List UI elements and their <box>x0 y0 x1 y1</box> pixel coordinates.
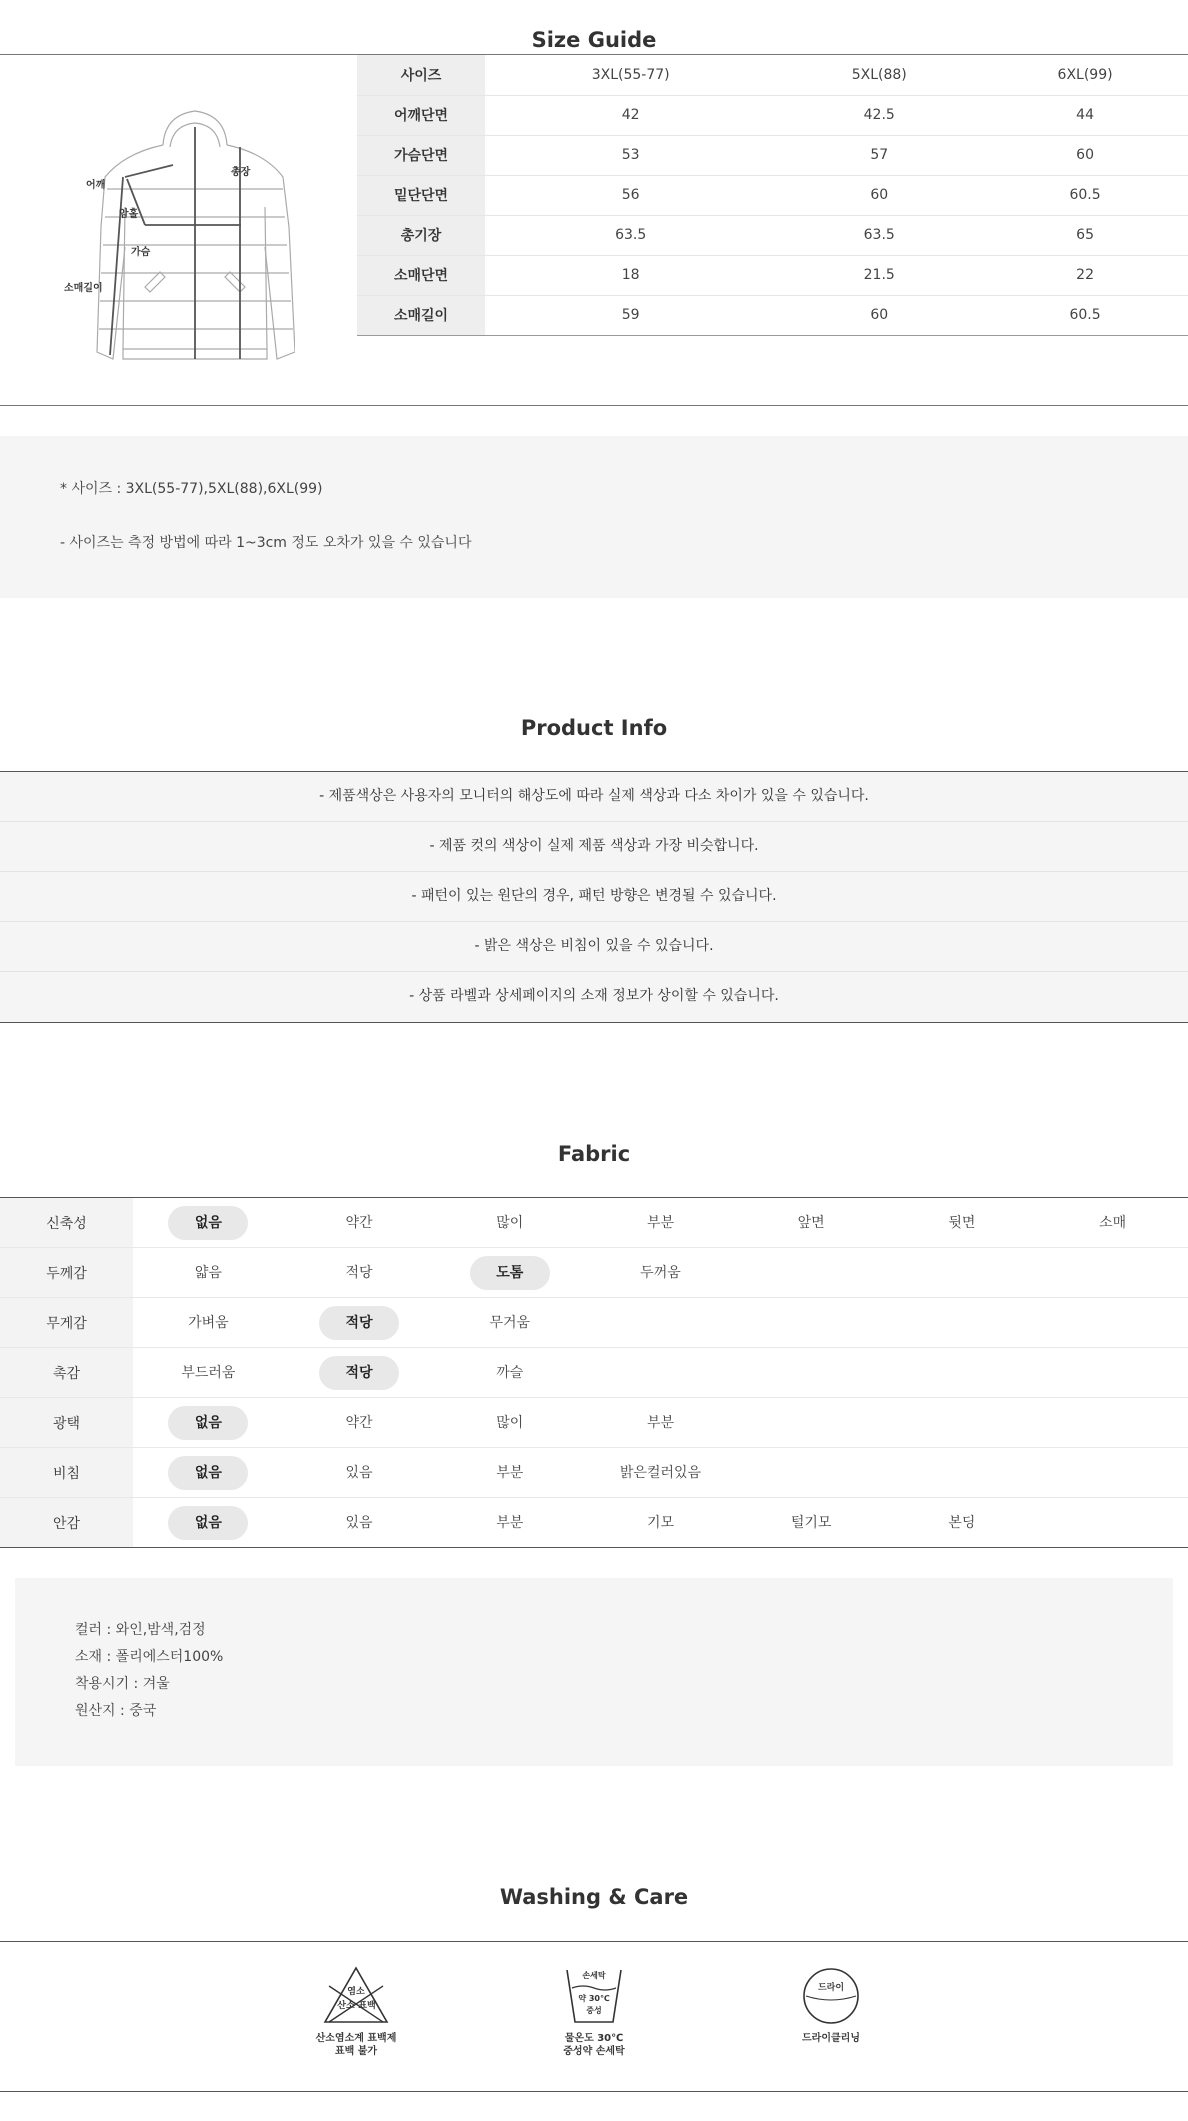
fabric-option-cell <box>1037 1448 1188 1498</box>
size-cell: 63.5 <box>485 215 776 255</box>
product-info-item: - 제품색상은 사용자의 모니터의 해상도에 따라 실제 색상과 다소 차이가 있을 수 있습니다. <box>0 772 1188 822</box>
size-cell: 21.5 <box>776 255 982 295</box>
jacket-measurement-diagram <box>55 97 295 377</box>
detail-season: 착용시기 : 겨울 <box>75 1676 170 1692</box>
size-row <box>357 175 1188 215</box>
fabric-option-cell <box>585 1298 736 1348</box>
product-info-list <box>0 771 1188 1023</box>
hand-wash-symbol-text: 중성 <box>586 2006 602 2015</box>
fabric-option-cell <box>585 1198 736 1248</box>
fabric-row-label: 신축성 <box>0 1198 133 1248</box>
no-bleach-icon <box>321 1964 391 2026</box>
product-info-title: Product Info <box>520 716 668 740</box>
fabric-option-cell <box>133 1398 284 1448</box>
fabric-option-selected: 없음 <box>168 1456 248 1490</box>
fabric-option-cell <box>887 1398 1038 1448</box>
fabric-option-cell <box>736 1498 887 1548</box>
fabric-option-cell <box>887 1248 1038 1298</box>
fabric-option: 밝은컬러있음 <box>619 1464 702 1481</box>
fabric-option: 두꺼움 <box>640 1264 681 1281</box>
fabric-option-selected: 도톰 <box>470 1256 550 1290</box>
fabric-option: 무거움 <box>489 1314 531 1331</box>
hand-wash-symbol-text: 손세탁 <box>582 1971 606 1980</box>
size-cell: 22 <box>982 255 1188 295</box>
fabric-option-cell <box>585 1348 736 1398</box>
size-cell: 60 <box>776 175 982 215</box>
no-bleach-symbol-text: 산소 <box>337 2001 355 2011</box>
size-cell: 57 <box>776 135 982 175</box>
fabric-option-cell <box>736 1448 887 1498</box>
product-info-item: - 상품 라벨과 상세페이지의 소재 정보가 상이할 수 있습니다. <box>0 972 1188 1022</box>
detail-color: 컬러 : 와인,밤색,검정 <box>75 1622 206 1638</box>
fabric-option: 부분 <box>646 1214 674 1231</box>
size-row <box>357 135 1188 175</box>
fabric-option-cell <box>133 1448 284 1498</box>
size-notes-box <box>0 436 1188 598</box>
size-cell: 60 <box>982 135 1188 175</box>
care-dry-clean <box>751 1964 911 2045</box>
fabric-row-label: 광택 <box>0 1398 133 1448</box>
fabric-row <box>0 1448 1188 1498</box>
washing-title: Washing & Care <box>499 1885 689 1909</box>
care-label <box>514 2032 674 2058</box>
care-label <box>276 2032 436 2058</box>
fabric-option-cell <box>284 1498 435 1548</box>
fabric-option-selected: 없음 <box>168 1206 248 1240</box>
detail-material: 소재 : 폴리에스터100% <box>75 1649 224 1665</box>
size-note: - 사이즈는 측정 방법에 따라 1~3cm 정도 오차가 있을 수 있습니다 <box>60 535 472 551</box>
size-header-label: 사이즈 <box>357 55 485 95</box>
fabric-option: 기모 <box>646 1514 674 1531</box>
size-row-label: 소매단면 <box>357 255 485 295</box>
size-row <box>357 295 1188 335</box>
fabric-row-label: 두께감 <box>0 1248 133 1298</box>
diagram-label-length: 총장 <box>231 167 251 178</box>
fabric-option: 있음 <box>345 1464 373 1481</box>
fabric-option: 있음 <box>345 1514 373 1531</box>
fabric-option: 부분 <box>496 1514 524 1531</box>
fabric-option: 앞면 <box>797 1214 825 1231</box>
fabric-row <box>0 1248 1188 1298</box>
care-label-line: 표백 불가 <box>334 2046 378 2057</box>
fabric-option-cell <box>434 1448 585 1498</box>
fabric-option-cell <box>585 1448 736 1498</box>
size-header-row <box>357 55 1188 95</box>
size-col-header: 3XL(55-77) <box>485 55 776 95</box>
size-row <box>357 255 1188 295</box>
fabric-option: 약간 <box>345 1414 373 1431</box>
fabric-row <box>0 1198 1188 1248</box>
fabric-option-cell <box>1037 1248 1188 1298</box>
fabric-option-cell <box>434 1198 585 1248</box>
fabric-option: 얇음 <box>194 1264 222 1281</box>
fabric-option-cell <box>434 1398 585 1448</box>
size-cell: 65 <box>982 215 1188 255</box>
fabric-option-cell <box>133 1348 284 1398</box>
fabric-option: 적당 <box>345 1264 373 1281</box>
care-label-line: 물온도 30℃ <box>564 2033 624 2044</box>
fabric-option: 약간 <box>345 1214 373 1231</box>
size-table <box>357 55 1188 336</box>
fabric-option-selected: 적당 <box>319 1356 399 1390</box>
fabric-option: 많이 <box>496 1414 524 1431</box>
fabric-option-cell <box>1037 1348 1188 1398</box>
size-col-header: 6XL(99) <box>982 55 1188 95</box>
fabric-option-cell <box>1037 1298 1188 1348</box>
fabric-option-cell <box>887 1448 1038 1498</box>
fabric-option-cell <box>1037 1398 1188 1448</box>
fabric-option-selected: 없음 <box>168 1506 248 1540</box>
fabric-option-cell <box>133 1198 284 1248</box>
no-bleach-symbol-text: 염소 <box>347 1987 365 1997</box>
fabric-option-cell <box>736 1298 887 1348</box>
fabric-option-cell <box>434 1248 585 1298</box>
fabric-option-cell <box>434 1348 585 1398</box>
fabric-details-box <box>15 1578 1173 1766</box>
fabric-option-cell <box>585 1398 736 1448</box>
fabric-option: 털기모 <box>790 1514 832 1531</box>
fabric-row <box>0 1498 1188 1548</box>
fabric-option: 뒷면 <box>948 1214 976 1231</box>
dry-clean-symbol-text: 드라이 <box>817 1983 845 1993</box>
care-label-line: 산소염소계 표백제 <box>315 2033 397 2044</box>
washing-section <box>0 1941 1188 2092</box>
fabric-option-cell <box>736 1348 887 1398</box>
fabric-option-cell <box>133 1498 284 1548</box>
fabric-row-label: 무게감 <box>0 1298 133 1348</box>
dry-clean-icon <box>796 1964 866 2026</box>
size-note: * 사이즈 : 3XL(55-77),5XL(88),6XL(99) <box>60 481 323 497</box>
fabric-option-cell <box>585 1248 736 1298</box>
no-bleach-symbol-text: 표백 <box>358 2001 376 2011</box>
fabric-option-cell <box>1037 1498 1188 1548</box>
fabric-option-cell <box>434 1298 585 1348</box>
size-cell: 42.5 <box>776 95 982 135</box>
diagram-label-shoulder: 어깨 <box>86 180 106 191</box>
size-cell: 53 <box>485 135 776 175</box>
fabric-option: 본딩 <box>948 1514 976 1531</box>
care-label-line: 중성약 손세탁 <box>563 2046 625 2057</box>
fabric-option-cell <box>284 1298 435 1348</box>
size-cell: 44 <box>982 95 1188 135</box>
fabric-option: 소매 <box>1099 1214 1127 1231</box>
care-no-bleach <box>276 1964 436 2058</box>
fabric-row-label: 안감 <box>0 1498 133 1548</box>
fabric-option: 까슬 <box>496 1364 524 1381</box>
size-cell: 60.5 <box>982 295 1188 335</box>
fabric-option-cell <box>585 1498 736 1548</box>
fabric-option-selected: 적당 <box>319 1306 399 1340</box>
size-row-label: 가슴단면 <box>357 135 485 175</box>
fabric-row-label: 비침 <box>0 1448 133 1498</box>
size-cell: 60 <box>776 295 982 335</box>
hand-wash-icon <box>559 1964 629 2026</box>
product-info-item: - 패턴이 있는 원단의 경우, 패턴 방향은 변경될 수 있습니다. <box>0 872 1188 922</box>
size-cell: 18 <box>485 255 776 295</box>
fabric-option-cell <box>887 1198 1038 1248</box>
size-col-header: 5XL(88) <box>776 55 982 95</box>
diagram-label-armhole: 암홀 <box>119 209 139 220</box>
detail-origin: 원산지 : 중국 <box>75 1703 157 1719</box>
fabric-table <box>0 1197 1188 1548</box>
fabric-option-cell <box>284 1448 435 1498</box>
fabric-option: 부분 <box>646 1414 674 1431</box>
care-label <box>751 2032 911 2045</box>
size-guide-section <box>0 54 1188 406</box>
fabric-option-cell <box>284 1398 435 1448</box>
fabric-option-cell <box>887 1348 1038 1398</box>
product-info-item: - 제품 컷의 색상이 실제 제품 색상과 가장 비슷합니다. <box>0 822 1188 872</box>
size-cell: 60.5 <box>982 175 1188 215</box>
care-label-line: 드라이클리닝 <box>802 2033 860 2044</box>
fabric-option-cell <box>284 1198 435 1248</box>
fabric-option-cell <box>284 1348 435 1398</box>
fabric-option-cell <box>736 1248 887 1298</box>
care-hand-wash <box>514 1964 674 2058</box>
fabric-option-cell <box>133 1248 284 1298</box>
fabric-row <box>0 1398 1188 1448</box>
fabric-option-cell <box>434 1498 585 1548</box>
size-row-label: 총기장 <box>357 215 485 255</box>
jacket-outline-icon <box>55 97 295 377</box>
fabric-option-cell <box>284 1248 435 1298</box>
fabric-option-cell <box>887 1298 1038 1348</box>
fabric-row-label: 촉감 <box>0 1348 133 1398</box>
size-row-label: 소매길이 <box>357 295 485 335</box>
product-info-item: - 밝은 색상은 비침이 있을 수 있습니다. <box>0 922 1188 972</box>
fabric-option-cell <box>1037 1198 1188 1248</box>
size-cell: 59 <box>485 295 776 335</box>
size-row-label: 밑단단면 <box>357 175 485 215</box>
fabric-option: 많이 <box>496 1214 524 1231</box>
diagram-label-sleeve: 소매길이 <box>64 283 103 294</box>
size-row-label: 어깨단면 <box>357 95 485 135</box>
fabric-title: Fabric <box>557 1142 631 1166</box>
size-cell: 63.5 <box>776 215 982 255</box>
diagram-label-chest: 가슴 <box>131 247 151 258</box>
size-cell: 56 <box>485 175 776 215</box>
fabric-row <box>0 1348 1188 1398</box>
fabric-option: 부드러움 <box>181 1364 236 1381</box>
size-guide-title: Size Guide <box>531 28 657 52</box>
fabric-option-cell <box>736 1198 887 1248</box>
fabric-row <box>0 1298 1188 1348</box>
fabric-option: 부분 <box>496 1464 524 1481</box>
fabric-option: 가벼움 <box>188 1314 229 1331</box>
hand-wash-symbol-text: 약 30℃ <box>578 1994 610 2003</box>
size-cell: 42 <box>485 95 776 135</box>
size-row <box>357 95 1188 135</box>
fabric-option-cell <box>887 1498 1038 1548</box>
fabric-option-selected: 없음 <box>168 1406 248 1440</box>
fabric-option-cell <box>133 1298 284 1348</box>
size-row <box>357 215 1188 255</box>
fabric-option-cell <box>736 1398 887 1448</box>
